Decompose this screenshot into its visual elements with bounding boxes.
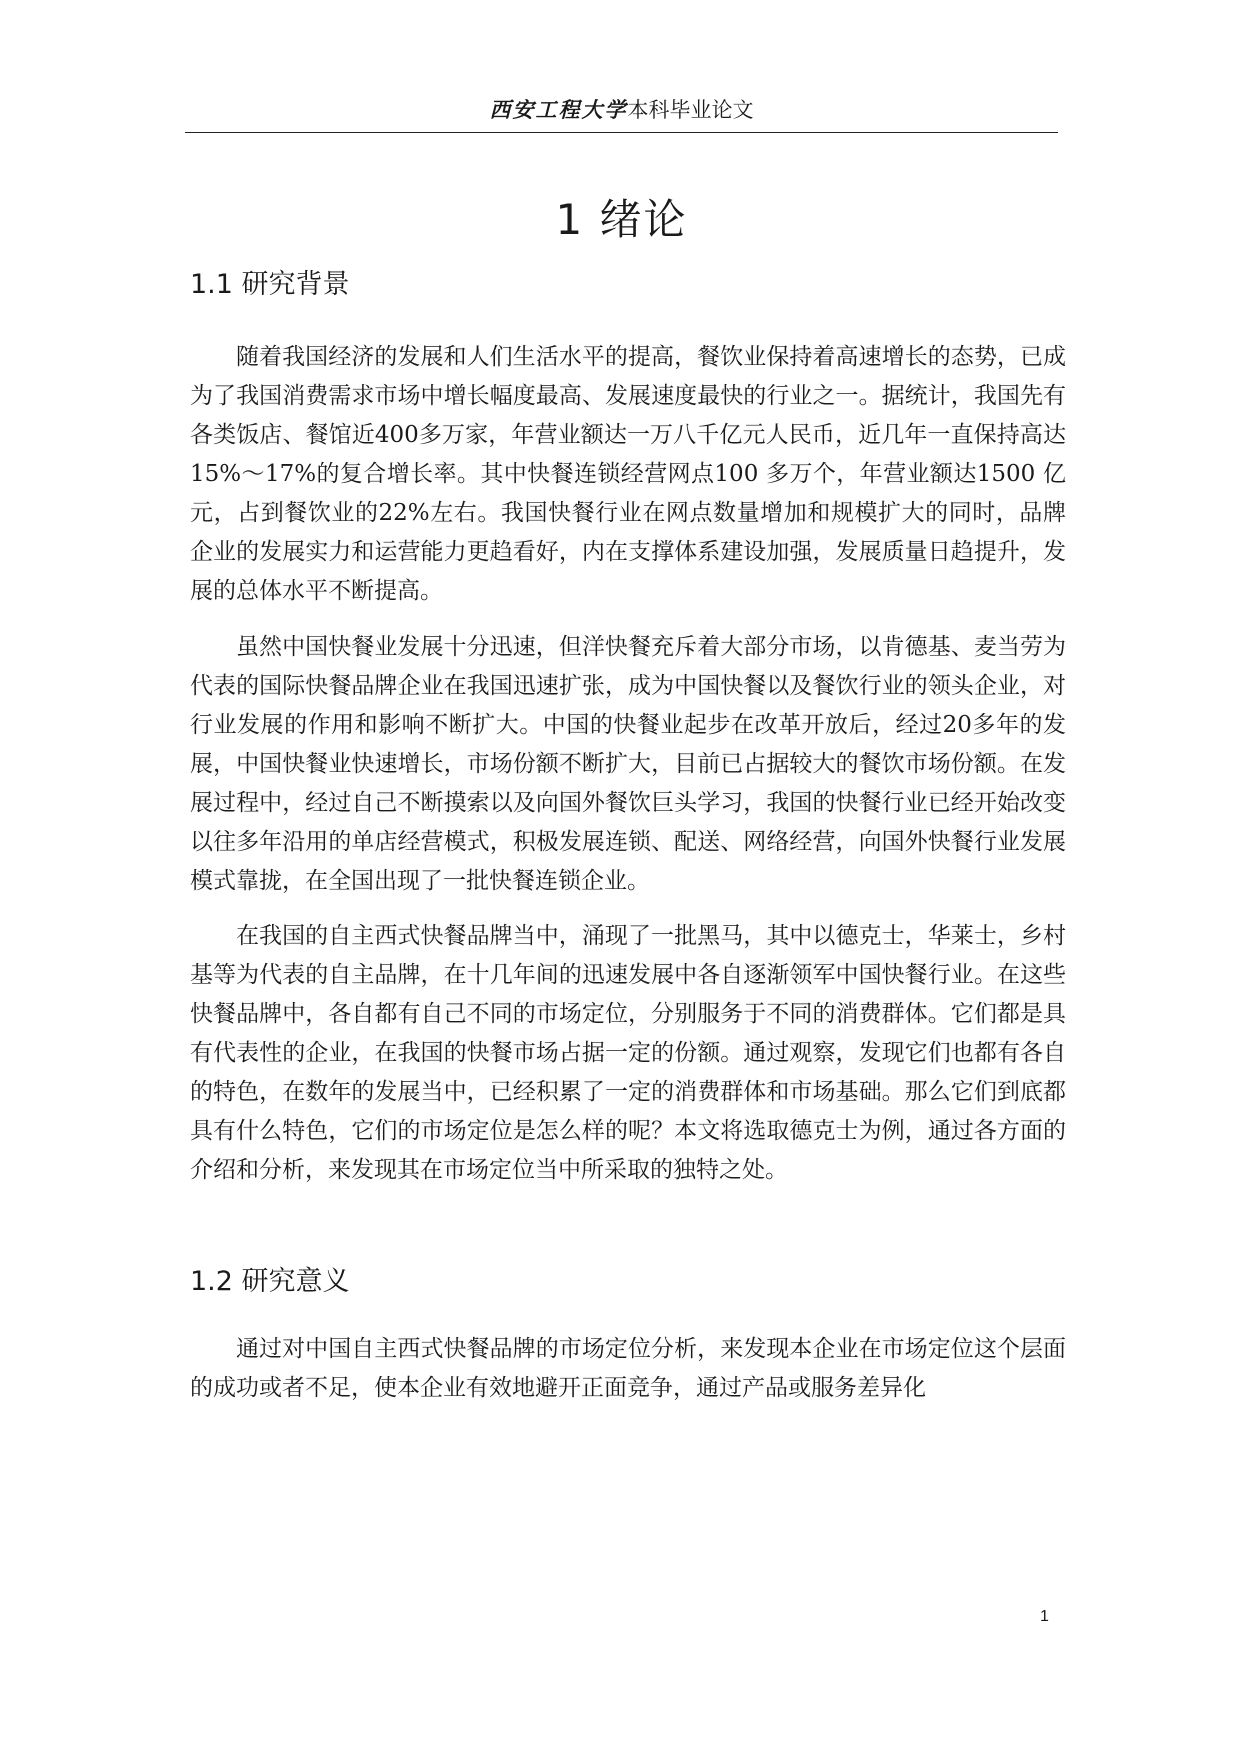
body-paragraph: 通过对中国自主西式快餐品牌的市场定位分析，来发现本企业在市场定位这个层面的成功或者不足，使本企业有效地避开正面竞争，通过产品或服务差异化 [190, 1336, 1066, 1401]
header-document-type: 本科毕业论文 [627, 98, 754, 122]
header-school-name: 西安工程大学 [489, 97, 628, 122]
section-heading-1-2: 1.2 研究意义 [190, 1266, 350, 1297]
chapter-title: 1 绪论 [555, 195, 688, 244]
body-paragraph: 随着我国经济的发展和人们生活水平的提高，餐饮业保持着高速增长的态势，已成为了我国消费需求市场中增长幅度最高、发展速度最快的行业之一。据统计，我国先有各类饭店、餐馆近400多万家，年营业额达一万八千亿元人民币，近几年一直保持高达15%～17%的复合增长率。其中快餐连锁经营网点100 多万个，年营业额达1500 亿元，占到餐饮业的22%左右。我国快餐行业在网点数量增加和规模扩大的同时，品牌企业的发展实力和运营能力更趋看好，内在支撑体系建设加强，发展质量日趋提升，发展的总体水平不断提高。 [190, 344, 1066, 604]
page-number: 1 [1040, 1608, 1049, 1625]
body-paragraph: 虽然中国快餐业发展十分迅速，但洋快餐充斥着大部分市场，以肯德基、麦当劳为代表的国际快餐品牌企业在我国迅速扩张，成为中国快餐以及餐饮行业的领头企业，对行业发展的作用和影响不断扩大。中国的快餐业起步在改革开放后，经过20多年的发展，中国快餐业快速增长，市场份额不断扩大，目前已占据较大的餐饮市场份额。在发展过程中，经过自己不断摸索以及向国外餐饮巨头学习，我国的快餐行业已经开始改变以往多年沿用的单店经营模式，积极发展连锁、配送、网络经营，向国外快餐行业发展模式靠拢，在全国出现了一批快餐连锁企业。 [190, 634, 1066, 894]
body-paragraph: 在我国的自主西式快餐品牌当中，涌现了一批黑马，其中以德克士，华莱士，乡村基等为代表的自主品牌，在十几年间的迅速发展中各自逐渐领军中国快餐行业。在这些快餐品牌中，各自都有自己不同的市场定位，分别服务于不同的消费群体。它们都是具有代表性的企业，在我国的快餐市场占据一定的份额。通过观察，发现它们也都有各自的特色，在数年的发展当中，已经积累了一定的消费群体和市场基础。那么它们到底都具有什么特色，它们的市场定位是怎么样的呢？本文将选取德克士为例，通过各方面的介绍和分析，来发现其在市场定位当中所采取的独特之处。 [190, 923, 1066, 1183]
running-header [185, 96, 1058, 133]
section-heading-1-1: 1.1 研究背景 [190, 269, 350, 300]
